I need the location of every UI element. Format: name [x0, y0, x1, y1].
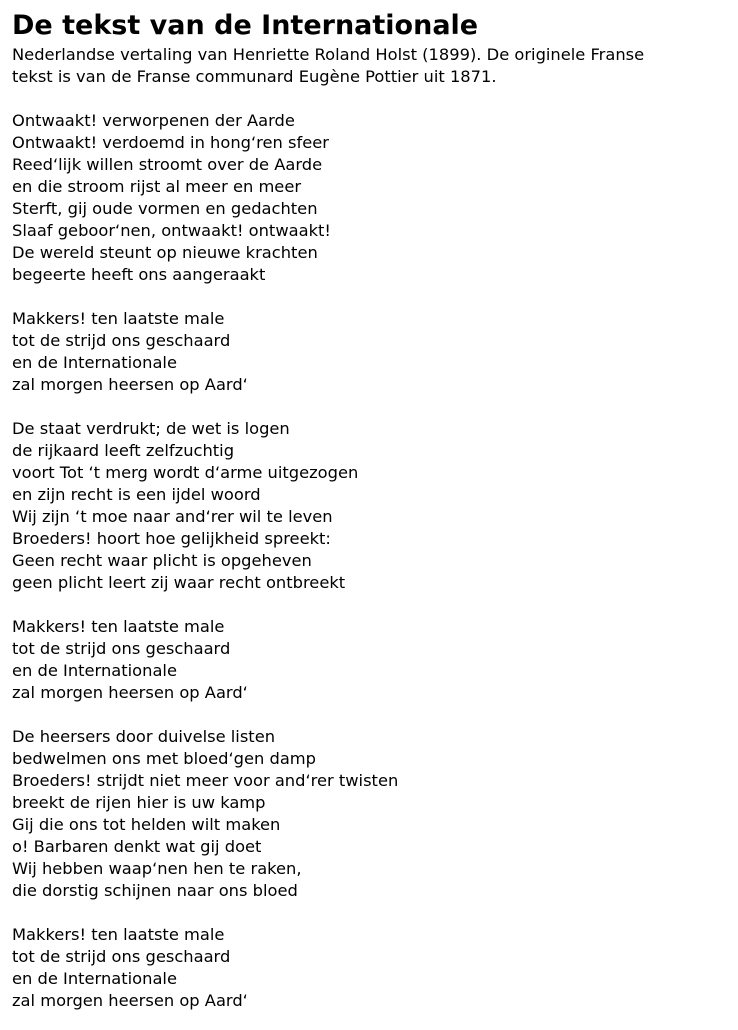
lyric-line: en zijn recht is een ijdel woord — [12, 485, 261, 504]
lyric-line: Ontwaakt! verworpenen der Aarde — [12, 111, 295, 130]
lyric-line: Makkers! ten laatste male — [12, 925, 225, 944]
lyric-line: tot de strijd ons geschaard — [12, 331, 231, 350]
lyric-line: tot de strijd ons geschaard — [12, 639, 231, 658]
lyric-line: die dorstig schijnen naar ons bloed — [12, 881, 298, 900]
lyric-line: Wij hebben waap‘nen hen te raken, — [12, 859, 302, 878]
lyric-line: en de Internationale — [12, 969, 177, 988]
intro-line: Nederlandse vertaling van Henriette Roland Holst (1899). De originele Franse — [12, 45, 645, 64]
verse-stanza — [12, 110, 732, 286]
lyric-line: Sterft, gij oude vormen en gedachten — [12, 199, 318, 218]
lyric-line: zal morgen heersen op Aard‘ — [12, 683, 248, 702]
lyric-line: Geen recht waar plicht is opgeheven — [12, 551, 312, 570]
refrain-stanza — [12, 924, 732, 1012]
lyric-line: Makkers! ten laatste male — [12, 309, 225, 328]
document-page — [12, 8, 732, 1012]
lyric-line: Wij zijn ‘t moe naar and‘rer wil te leven — [12, 507, 333, 526]
lyric-line: Makkers! ten laatste male — [12, 617, 225, 636]
lyric-line: o! Barbaren denkt wat gij doet — [12, 837, 262, 856]
intro-line: tekst is van de Franse communard Eugène Pottier uit 1871. — [12, 67, 497, 86]
lyric-line: Gij die ons tot helden wilt maken — [12, 815, 281, 834]
lyric-line: en die stroom rijst al meer en meer — [12, 177, 302, 196]
lyric-line: De staat verdrukt; de wet is logen — [12, 419, 290, 438]
lyric-line: Ontwaakt! verdoemd in hong‘ren sfeer — [12, 133, 329, 152]
lyric-line: Reed‘lijk willen stroomt over de Aarde — [12, 155, 323, 174]
intro-paragraph — [12, 44, 732, 88]
lyric-line: Broeders! hoort hoe gelijkheid spreekt: — [12, 529, 331, 548]
verse-stanza — [12, 726, 732, 902]
lyric-line: Broeders! strijdt niet meer voor and‘rer twisten — [12, 771, 399, 790]
lyric-line: begeerte heeft ons aangeraakt — [12, 265, 266, 284]
lyric-line: voort Tot ‘t merg wordt d‘arme uitgezogen — [12, 463, 359, 482]
lyric-line: de rijkaard leeft zelfzuchtig — [12, 441, 235, 460]
lyric-line: breekt de rijen hier is uw kamp — [12, 793, 266, 812]
lyric-line: zal morgen heersen op Aard‘ — [12, 991, 248, 1010]
lyric-line: en de Internationale — [12, 661, 177, 680]
lyric-line: geen plicht leert zij waar recht ontbreekt — [12, 573, 346, 592]
lyrics — [12, 110, 732, 1012]
refrain-stanza — [12, 308, 732, 396]
lyric-line: tot de strijd ons geschaard — [12, 947, 231, 966]
lyric-line: bedwelmen ons met bloed‘gen damp — [12, 749, 316, 768]
lyric-line: De heersers door duivelse listen — [12, 727, 276, 746]
lyric-line: Slaaf geboor‘nen, ontwaakt! ontwaakt! — [12, 221, 331, 240]
refrain-stanza — [12, 616, 732, 704]
lyric-line: en de Internationale — [12, 353, 177, 372]
lyric-line: De wereld steunt op nieuwe krachten — [12, 243, 318, 262]
page-title: De tekst van de Internationale — [12, 10, 479, 41]
lyric-line: zal morgen heersen op Aard‘ — [12, 375, 248, 394]
verse-stanza — [12, 418, 732, 594]
